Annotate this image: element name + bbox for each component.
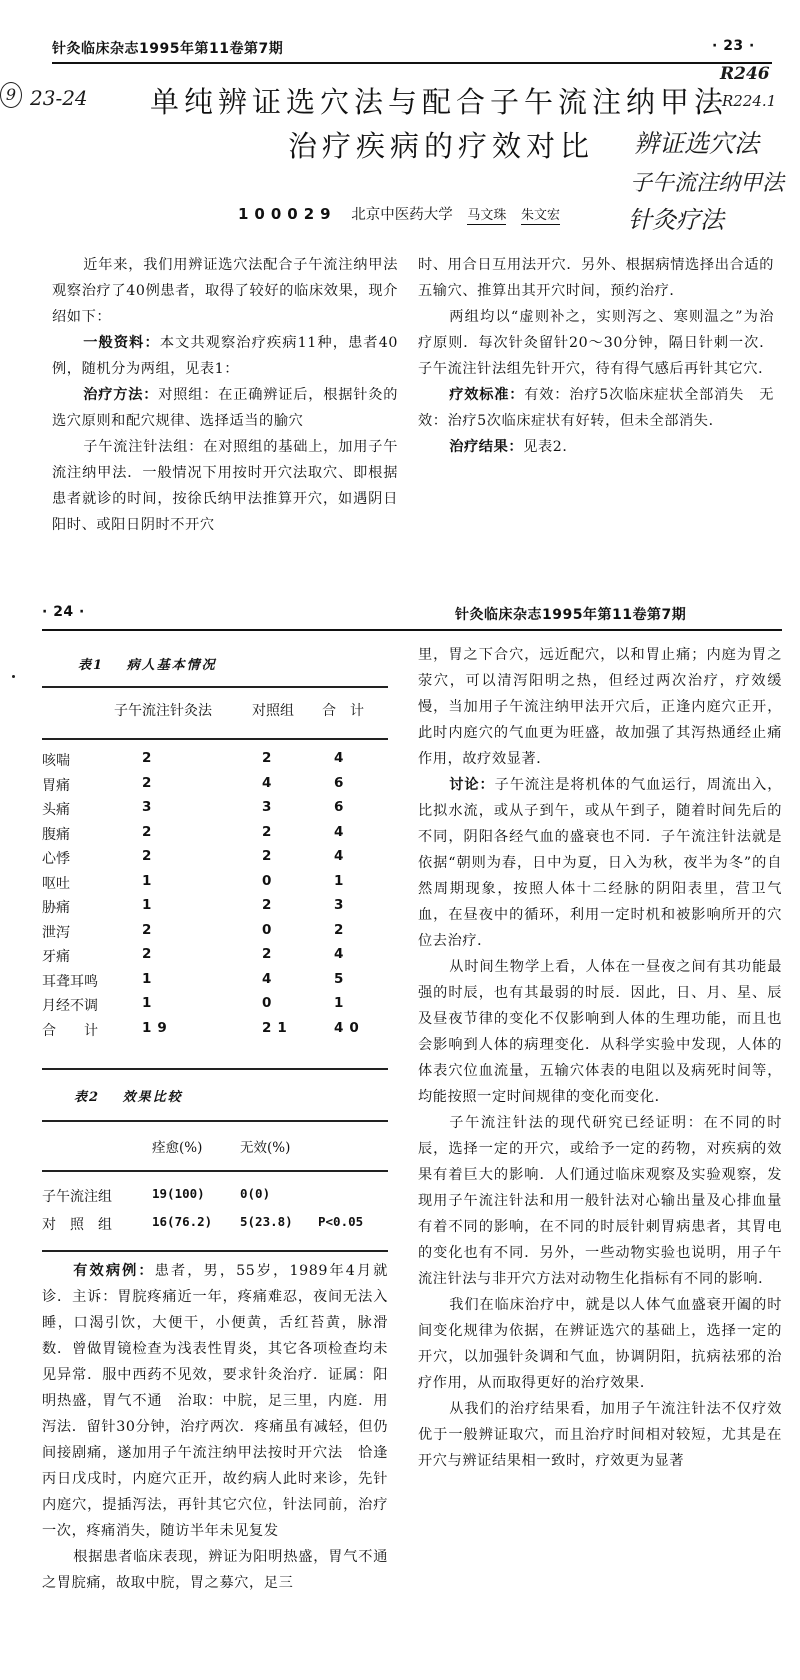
handwritten-code-1: R246 [720,64,770,84]
table1-row [42,995,388,1019]
institution: 北京中医药大学 [351,207,453,223]
table1-row-label: 腹痛 [42,826,70,843]
postcode: 100029 [238,205,337,223]
paragraph [418,954,782,1110]
table1-cell: 0 [262,995,272,1011]
handwritten-keyword-3: 针灸疗法 [628,206,724,234]
table1-row [42,799,388,823]
table1-cell: 2 [142,750,152,766]
paragraph-text: 时、用合日互用法开穴．另外、根据病情选择出合适的五输穴、推算出其开穴时间，预约治疗． [418,257,774,299]
table1-cell: 1 [142,872,152,889]
table1-row-label: 呕吐 [42,875,70,892]
paragraph-text: 患者，男，55岁，1989年4月就诊．主诉：胃脘疼痛近一年，疼痛难忍，夜间无法入睡，口渴引饮，大便干，小便黄，舌红苔黄，脉滑数．曾做胃镜检查为浅表性胃炎，其它各项检查均未见异常．服中西药不见效，要求针灸治疗．证属：阳明热盛，胃气不通 治取：中脘，足三里，内庭．用泻法．留针30分钟，治疗两次．疼痛虽有减轻，但仍间接剧痛，遂加用子午流注纳甲法按时开穴法 恰逢丙日戊戌时，内庭穴正开，故约病人此时来诊，先针内庭穴，提插泻法，再针其它穴位，针法同前，治疗一次，疼痛消失，随访半年未见复发 [42,1263,388,1539]
table1-title: 病人基本情况 [126,658,217,673]
paragraph [418,1110,782,1292]
handwritten-circled-number: 9 [0,82,22,108]
table1-cell: 0 [262,872,272,889]
table1-row [42,1020,388,1044]
paragraph-text: 有效：治疗5次临床症状全部消失 无效：治疗5次临床症状有好转，但未全部消失． [418,387,774,429]
table1-cell: 40 [334,1019,365,1036]
paragraph-text: 子午流注针法组：在对照组的基础上，加用子午流注纳甲法．一般情况下用按时开穴法取穴、即根据患者就诊的时间，按徐氏纳甲法推算开穴，如遇阴日阳时、或阳日阴时不开穴 [52,439,398,533]
table1-cell: 2 [262,823,272,840]
table1-header-rule [42,738,388,740]
table2-cell: 0(0) [240,1186,271,1201]
table1-cell: 1 [142,970,152,987]
table2-header-rule [42,1170,388,1172]
table1-row [42,946,388,970]
table1-cell: 3 [262,799,272,815]
table1-cell: 6 [334,799,344,815]
table1-cell: 0 [262,921,272,938]
table2-title: 效果比较 [122,1090,183,1105]
table1-cell: 2 [142,774,152,791]
table1-row-label: 合 计 [42,1022,98,1039]
paragraph-lead: 有效病例： [73,1263,155,1279]
table2-cell: 16(76.2) [152,1214,213,1229]
table1-cell: 1 [334,995,344,1011]
table1-label: 表1 [78,658,105,673]
handwritten-keyword-2: 子午流注纳甲法 [630,171,785,196]
table1-row-label: 心悸 [42,851,70,867]
page-number: · 23 · [712,38,755,54]
table2-row-label: 对 照 组 [42,1217,112,1233]
table1-header-cell: 合 计 [322,703,364,719]
table1-header-cell: 子午流注针灸法 [114,703,212,719]
table1-cell: 5 [334,970,344,987]
paragraph [418,1292,782,1396]
table1 [42,700,388,1060]
paragraph [52,330,398,382]
table2-caption [74,1086,183,1105]
article-title-line-1: 单纯辨证选穴法与配合子午流注纳甲法 [150,85,729,119]
paragraph-lead: 治疗方法： [83,387,159,403]
table2-bottom-rule [42,1250,388,1252]
paragraph-text: 从时间生物学上看，人体在一昼夜之间有其功能最强的时辰，也有其最弱的时辰．因此，日、月、星、辰及昼夜节律的变化不仅影响到人体的生理功能，而且也会影响到人体的病理变化．从科学实验中发现，人体的体表穴位血流量，五输穴体表的电阻以及病死时间等，均能按照一定时间规律的变化而变化． [418,959,782,1105]
table1-row-label: 头痛 [42,802,70,818]
table2-row-label: 子午流注组 [42,1189,112,1205]
table1-row [42,824,388,848]
table1-cell: 2 [262,946,272,962]
paragraph [418,642,782,772]
table1-caption [78,654,217,673]
page2-left-column [42,1258,388,1596]
paragraph [418,382,774,434]
running-header-24: 针灸临床杂志1995年第11卷第7期 [455,607,687,623]
paragraph-text: 本文共观察治疗疾病11种，患者40例，随机分为两组，见表1： [52,335,398,377]
table1-cell: 2 [334,921,344,938]
table2-top-rule [42,1120,388,1122]
author-1: 马文珠 [467,208,507,223]
p-value: P<0.05 [318,1214,364,1229]
paragraph [418,304,774,382]
table1-row [42,971,388,995]
table2-header-ineffective: 无效(%) [240,1140,291,1156]
table1-cell: 4 [334,848,344,864]
paragraph-lead: 讨论： [449,777,495,793]
page1-left-column [52,252,398,538]
paragraph [52,252,398,330]
paragraph-text: 根据患者临床表现，辨证为阳明热盛，胃气不通之胃脘痛，故取中脘，胃之募穴，足三 [42,1549,388,1591]
table1-cell: 4 [334,750,344,766]
paragraph [418,772,782,954]
table1-row-label: 牙痛 [42,949,70,965]
paragraph-text: 子午流注是将机体的气血运行，周流出入，比拟水流，或从子到午，或从午到子，随着时间先后的不同，阴阳各经气血的盛衰也不同．子午流注针法就是依据“朝则为春，日中为夏，日入为秋，夜半为冬”的自然周期现象，按照人体十二经脉的阴阳表里，营卫气血，在昼夜中的循环，利用一定时机和被影响所开的穴位去治疗． [418,777,782,949]
page-number-24: · 24 · [42,604,85,620]
paragraph-lead: 治疗结果： [449,439,524,455]
table1-cell: 2 [262,750,272,766]
table1-cell: 1 [142,897,152,913]
table2-cell: 5(23.8) [240,1214,293,1229]
table1-row [42,750,388,774]
paragraph-text: 从我们的治疗结果看，加用子午流注针法不仅疗效优于一般辨证取穴，而且治疗时间相对较短，尤其是在开穴与辨证结果相一致时，疗效更为显著 [418,1401,782,1469]
paragraph-text: 对照组：在正确辨证后，根据针灸的选穴原则和配穴规律、选择适当的腧穴 [52,387,398,429]
table1-row [42,848,388,872]
table1-cell: 3 [142,799,152,815]
table1-cell: 3 [334,897,344,913]
scan-speck [12,675,15,678]
header-rule-24 [42,629,782,631]
table1-cell: 2 [262,897,272,913]
table1-cell: 2 [142,946,152,962]
handwritten-code-2: R224.1 [722,92,777,110]
table1-cell: 4 [334,946,344,962]
paragraph-text: 我们在临床治疗中，就是以人体气血盛衰开阖的时间变化规律为依据，在辨证选穴的基础上，选择一定的开穴，以加强针灸调和气血，协调阴阳，抗病祛邪的治疗作用，从而取得更好的治疗效果． [418,1297,782,1391]
paragraph-text: 两组均以“虚则补之，实则泻之、寒则温之”为治疗原则．每次针灸留针20～30分钟，隔日针刺一次．子午流注针法组先针开穴，待有得气感后再针其它穴． [418,309,774,377]
paragraph [52,382,398,434]
handwritten-page-range: 23-24 [30,86,88,110]
byline [238,203,560,224]
paragraph [42,1258,388,1544]
paragraph [42,1544,388,1596]
header-rule [52,62,772,64]
page1-right-column [418,252,774,460]
table1-row-label: 月经不调 [42,998,98,1014]
table2-cell: 19(100) [152,1186,205,1201]
table1-bottom-rule [42,1068,388,1070]
article-title-line-2: 治疗疾病的疗效对比 [288,129,595,163]
table1-cell: 2 [142,848,152,864]
author-2: 朱文宏 [520,208,560,223]
paragraph-text: 见表2． [523,439,578,455]
table1-cell: 19 [142,1019,173,1036]
table2-label: 表2 [74,1090,101,1105]
table1-cell: 4 [262,774,272,791]
table1-row-label: 耳聋耳鸣 [42,973,98,990]
handwritten-keyword-1: 辨证选穴法 [634,129,760,158]
table1-row-label: 胃痛 [42,777,70,794]
paragraph-text: 近年来，我们用辨证选穴法配合子午流注纳甲法观察治疗了40例患者，取得了较好的临床效果，现介绍如下： [52,257,398,325]
table1-cell: 4 [334,823,344,840]
running-header: 针灸临床杂志1995年第11卷第7期 [52,41,284,57]
table1-row-label: 胁痛 [42,900,70,916]
table1-top-rule [42,686,388,688]
table2-row [42,1214,388,1238]
table1-row-label: 咳喘 [42,753,70,769]
table1-header-cell: 对照组 [252,703,294,719]
table1-row [42,897,388,921]
paragraph-lead: 疗效标准： [449,387,525,403]
table2-header-cured: 痊愈(%) [152,1140,203,1156]
table1-header-row [42,700,388,724]
table1-cell: 1 [334,872,344,889]
table1-cell: 21 [262,1019,293,1036]
table1-row [42,922,388,946]
table1-row [42,873,388,897]
table1-row [42,775,388,799]
table2 [42,1186,388,1242]
table1-cell: 4 [262,970,272,987]
paragraph-text: 里，胃之下合穴，远近配穴，以和胃止痛；内庭为胃之荥穴，可以清泻阳明之热，但经过两次治疗，疗效缓慢，当加用子午流注纳甲法开穴后，正逢内庭穴正开，此时内庭穴的气血更为旺盛，故加强了其泻热通经止痛作用，故疗效显著． [418,647,782,767]
table1-cell: 6 [334,774,344,791]
paragraph [52,434,398,538]
paragraph [418,1396,782,1474]
paragraph [418,252,774,304]
table1-cell: 2 [262,848,272,864]
table1-cell: 2 [142,823,152,840]
page2-right-column [418,642,782,1474]
table2-row [42,1186,388,1210]
table1-row-label: 泄泻 [42,924,70,941]
table1-cell: 2 [142,921,152,938]
paragraph-lead: 一般资料： [83,335,160,351]
table1-cell: 1 [142,995,152,1011]
paragraph [418,434,774,460]
paragraph-text: 子午流注针法的现代研究已经证明：在不同的时辰，选择一定的开穴，或给予一定的药物，对疾病的效果有着巨大的影响．人们通过临床观察及实验观察，发现用子午流注针法和用一般针法对心输出量及心排血量有着不同的影响，在不同的时辰针刺胃病患者，其胃电的变化也有不同．另外，一些动物实验也说明，用子午流注针法与非开穴方法对动物生化指标有不同的影响． [418,1115,782,1287]
